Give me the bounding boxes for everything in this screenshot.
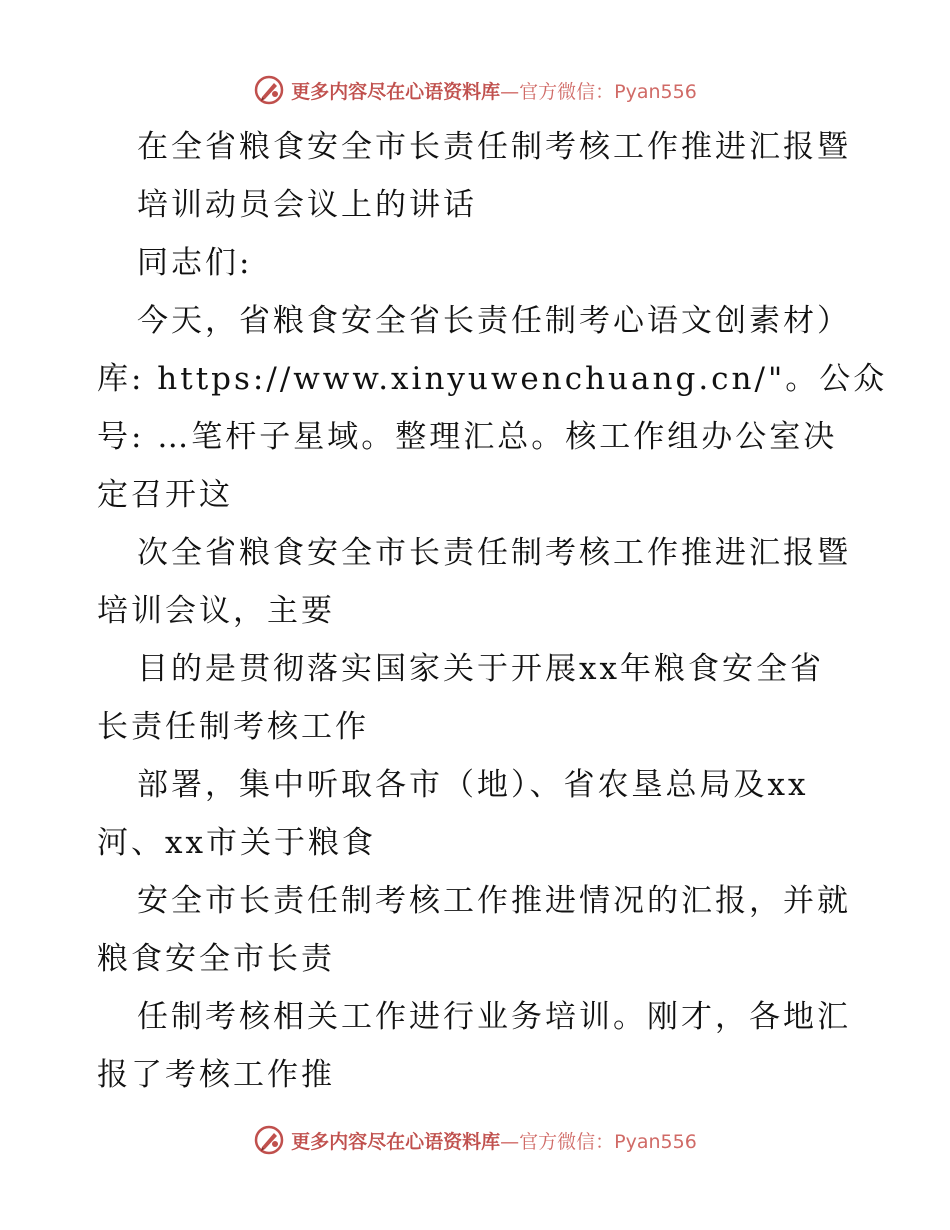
paragraph-line: 今天，省粮食安全省长责任制考心语文创素材） bbox=[137, 303, 851, 339]
paragraph-line: 培训会议，主要 bbox=[97, 593, 335, 629]
paragraph-line: 河、xx市关于粮食 bbox=[97, 825, 376, 861]
paragraph-line: 定召开这 bbox=[97, 477, 233, 513]
paragraph-line: 安全市长责任制考核工作推进情况的汇报，并就 bbox=[137, 883, 851, 919]
title-line-2: 培训动员会议上的讲话 bbox=[137, 187, 477, 223]
banner-text: 更多内容尽在心语资料库 bbox=[291, 80, 501, 103]
paragraph-line: 部署，集中听取各市（地）、省农垦总局及xx bbox=[137, 767, 809, 803]
banner-suffix: —官方微信：Pyan556 bbox=[500, 80, 697, 103]
pen-logo-icon bbox=[253, 1124, 285, 1156]
paragraph-line: 粮食安全市长责 bbox=[97, 941, 335, 977]
paragraph-line: 号: …笔杆子星域。整理汇总。核工作组办公室决 bbox=[97, 419, 838, 455]
banner-suffix: —官方微信：Pyan556 bbox=[500, 1130, 697, 1153]
header-banner bbox=[0, 70, 950, 110]
banner-text: 更多内容尽在心语资料库 bbox=[291, 1130, 501, 1153]
document-body bbox=[97, 118, 888, 1104]
paragraph-line: 目的是贯彻落实国家关于开展xx年粮食安全省 bbox=[137, 651, 824, 687]
paragraph-line: 任制考核相关工作进行业务培训。刚才，各地汇 bbox=[137, 999, 851, 1035]
paragraph-line: 次全省粮食安全市长责任制考核工作推进汇报暨 bbox=[137, 535, 851, 571]
paragraph-line: 长责任制考核工作 bbox=[97, 709, 369, 745]
title-line-1: 在全省粮食安全市长责任制考核工作推进汇报暨 bbox=[137, 129, 851, 165]
paragraph-line: 报了考核工作推 bbox=[97, 1057, 335, 1093]
footer-banner bbox=[0, 1120, 950, 1160]
pen-logo-icon bbox=[253, 74, 285, 106]
salutation: 同志们: bbox=[137, 245, 253, 281]
paragraph-line: 库: https://www.xinyuwenchuang.cn/"。公众 bbox=[97, 361, 888, 397]
